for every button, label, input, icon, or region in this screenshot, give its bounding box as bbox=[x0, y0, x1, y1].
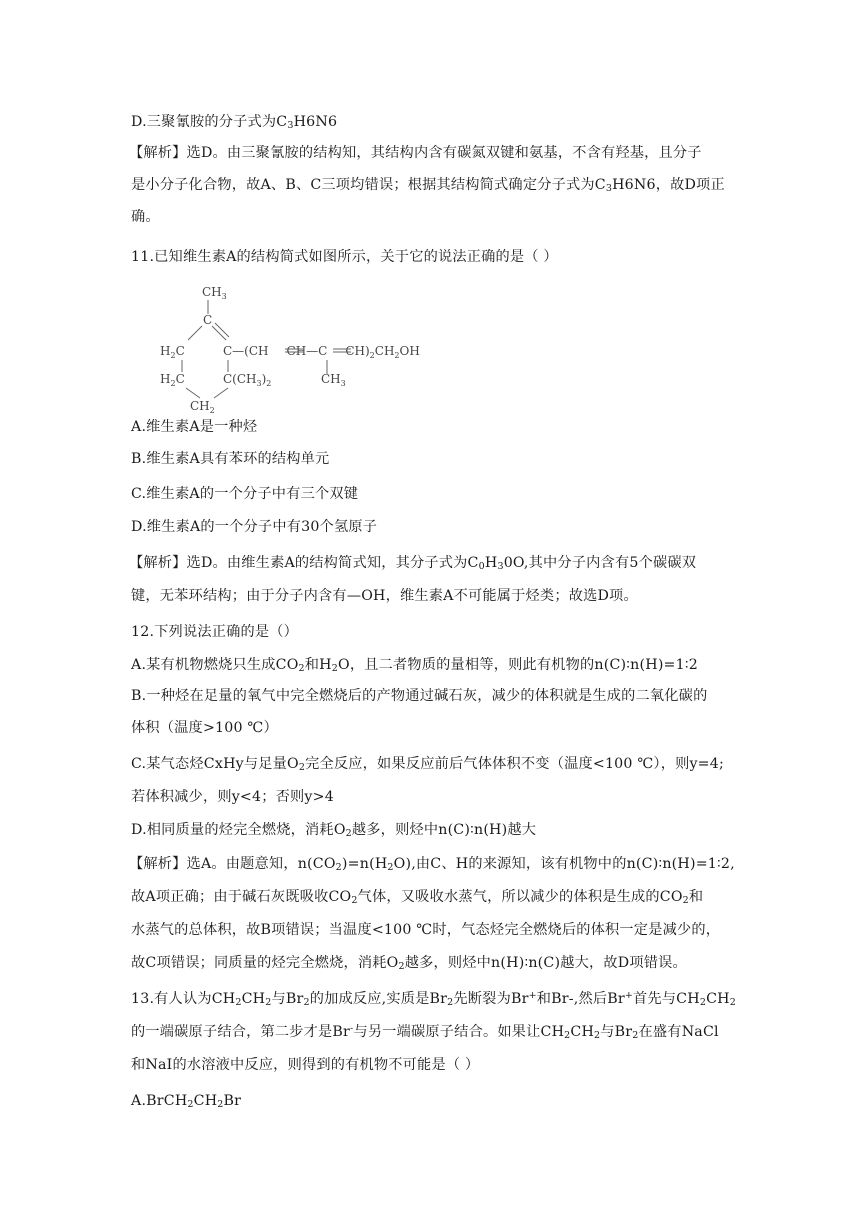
struct-c-top: C bbox=[203, 313, 213, 327]
q13-stem-line-3: 和NaI的水溶液中反应，则得到的有机物不可能是（ ） bbox=[131, 1057, 480, 1073]
q11-option-a: A.维生素A是一种烃 bbox=[131, 419, 258, 435]
q12-option-b-line-1: B.一种烃在足量的氧气中完全燃烧后的产物通过碱石灰，减少的体积就是生成的二氧化碳的 bbox=[131, 688, 708, 704]
bond-ring-left-top bbox=[188, 326, 202, 340]
bond-ring-left-bottom bbox=[186, 388, 200, 398]
q11-analysis-line-1: 【解析】选D。由维生素A的结构简式知，其分子式为$C_0H_30O$,其中分子内含有5个碳碳双 bbox=[129, 555, 697, 572]
q12-option-c-line-2: 若体积减少，则y<4；否则y>4 bbox=[131, 789, 334, 805]
q12-analysis-line-2: 故A项正确；由于碱石灰既吸收$CO_2$气体，又吸收水蒸气，所以减少的体积是生成的$CO_2$和 bbox=[131, 889, 704, 906]
q12-analysis-line-1: 【解析】选A。由题意知，$n(CO_2)=n(H_2O)$,由C、H的来源知，该有机物中的n(C)∶n(H)=1∶2, bbox=[129, 856, 735, 873]
q13-stem-line-1: 13.有人认为$CH_2CH_2$与$Br_2$的加成反应,实质是$Br_2$先断裂为Br+和Br-,然后Br+首先与$CH_2CH_2$ bbox=[131, 990, 736, 1008]
q11-option-d: D.维生素A的一个分子中有30个氢原子 bbox=[131, 519, 378, 535]
q12-option-c-line-1: C.某气态烃CxHy与足量$O_2$完全反应，如果反应前后气体体积不变（温度<100 ℃），则y=4; bbox=[131, 756, 724, 773]
q10-option-d: D.三聚氰胺的分子式为$C_3H6N6$ bbox=[131, 114, 338, 131]
bond-ring-right-top-1 bbox=[212, 326, 226, 340]
q10-analysis-line-1: 【解析】选D。由三聚氰胺的结构知，其结构内含有碳氮双键和氨基，不含有羟基，且分子 bbox=[129, 145, 702, 161]
struct-ch3-top: $CH_3$ bbox=[202, 285, 227, 301]
vitamin-a-structure-diagram bbox=[150, 278, 450, 413]
bond-ring-right-top-2 bbox=[215, 323, 229, 337]
q12-option-d: D.相同质量的烃完全燃烧，消耗$O_2$越多，则烃中n(C)∶n(H)越大 bbox=[131, 822, 537, 839]
q12-stem: 12.下列说法正确的是（） bbox=[131, 624, 299, 640]
q11-option-c: C.维生素A的一个分子中有三个双键 bbox=[131, 486, 359, 502]
q12-analysis-line-4: 故C项错误；同质量的烃完全燃烧，消耗$O_2$越多，则烃中n(H)∶n(C)越大，故D项错误。 bbox=[131, 955, 687, 972]
struct-h2c-lower: $H_2C$ bbox=[160, 372, 185, 388]
struct-h2c-upper: $H_2C$ bbox=[160, 344, 185, 360]
q12-analysis-line-3: 水蒸气的总体积，故B项错误；当温度<100 ℃时，气态烃完全燃烧后的体积一定是减少的， bbox=[131, 922, 721, 938]
q10-analysis-line-2: 是小分子化合物，故A、B、C三项均错误；根据其结构简式确定分子式为$C_3H6N6$，故D项正 bbox=[131, 177, 725, 194]
q13-stem-line-2: 的一端碳原子结合，第二步才是Br-与另一端碳原子结合。如果让$CH_2CH_2$与$Br_2$在盛有NaCl bbox=[131, 1023, 719, 1041]
struct-main-chain: C—(CH CH—C $CH)_2CH_2OH$ bbox=[223, 344, 420, 360]
q11-option-b: B.维生素A具有苯环的结构单元 bbox=[131, 451, 330, 467]
q13-option-a: $A.BrCH_2CH_2Br$ bbox=[131, 1093, 242, 1110]
struct-ch3-branch: $CH_3$ bbox=[321, 372, 346, 388]
q11-analysis-line-2: 键，无苯环结构；由于分子内含有—OH，维生素A不可能属于烃类；故选D项。 bbox=[131, 588, 638, 604]
q12-option-a: A.某有机物燃烧只生成$CO_2$和$H_2O$，且二者物质的量相等，则此有机物的n(C)∶n(H)=1∶2 bbox=[131, 657, 698, 674]
struct-ch2-bottom: $CH_2$ bbox=[190, 399, 215, 413]
q12-option-b-line-2: 体积（温度>100 ℃） bbox=[131, 720, 278, 736]
struct-cme2: $C(CH_3)_2$ bbox=[223, 372, 272, 388]
q10-analysis-line-3: 确。 bbox=[131, 209, 160, 225]
q11-stem: 11.已知维生素A的结构简式如图所示，关于它的说法正确的是（ ） bbox=[131, 249, 558, 265]
bond-ring-right-bottom bbox=[214, 388, 228, 398]
